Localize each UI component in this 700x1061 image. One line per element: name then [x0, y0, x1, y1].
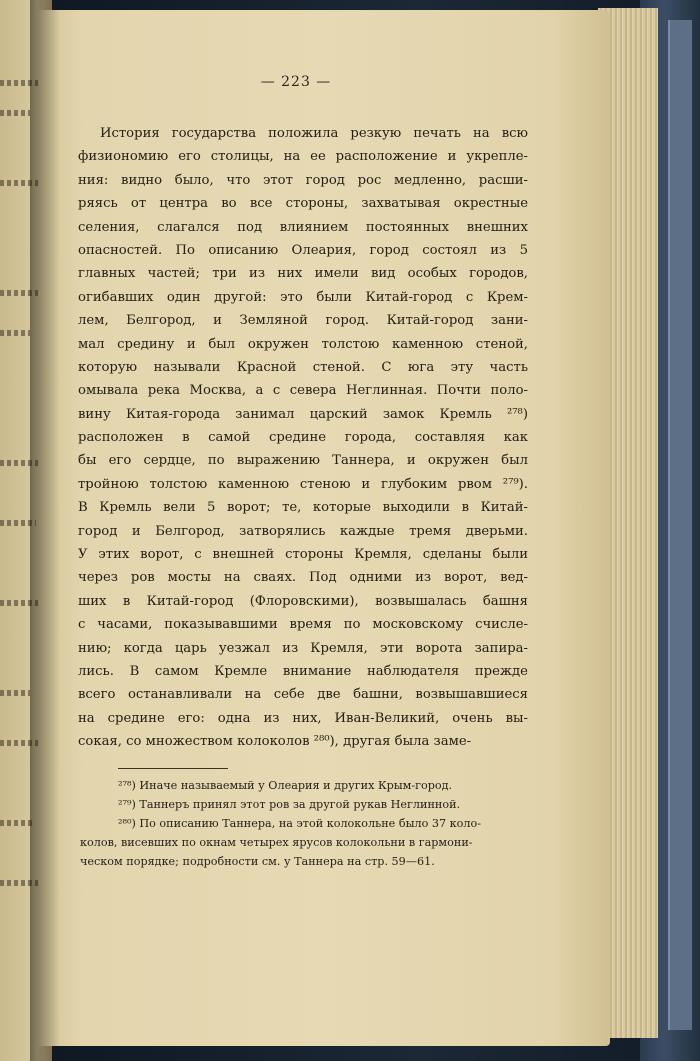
- gutter-shadow: [30, 0, 60, 1061]
- text-line: В Кремль вели 5 ворот; те, которые выходили в Китай-: [78, 500, 528, 516]
- book-page: [38, 10, 610, 1046]
- body-text: [78, 122, 528, 754]
- text-line: лем, Белгород, и Земляной город. Китай-город зани-: [78, 313, 528, 329]
- left-page-text-fragment: [0, 820, 34, 826]
- text-line: лись. В самом Кремле внимание наблюдателя прежде: [78, 663, 528, 679]
- text-line: сокая, со множеством колоколов ²⁸⁰), другая была заме-: [78, 734, 472, 750]
- text-line: на средине его: одна из них, Иван-Великий, очень вы-: [78, 710, 528, 726]
- text-line: История государства положила резкую печать на всю: [100, 126, 528, 141]
- text-line: нию; когда царь уезжал из Кремля, эти ворота запира-: [78, 640, 528, 656]
- footnote-line: ческом порядке; подробности см. у Таннера на стр. 59—61.: [80, 855, 435, 868]
- text-line: физиономию его столицы, на ее расположение и укрепле-: [78, 149, 528, 165]
- footnote-divider: [118, 768, 228, 769]
- text-line: расположен в самой средине города, составляя как: [78, 430, 528, 446]
- text-line: город и Белгород, затворялись каждые тремя дверьми.: [78, 523, 528, 539]
- left-page-text-fragment: [0, 690, 30, 696]
- text-line: которую называли Красной стеной. С юга эту часть: [78, 359, 528, 375]
- text-line: вину Китая-города занимал царский замок Кремль ²⁷⁸): [78, 406, 528, 422]
- text-line: омывала река Москва, а с севера Неглинная. Почти поло-: [78, 383, 528, 399]
- text-line: тройною толстою каменною стеною и глубоким рвом ²⁷⁹).: [78, 476, 528, 492]
- text-line: селения, слагался под влиянием постоянных внешних: [78, 219, 528, 235]
- text-line: ших в Китай-город (Флоровскими), возвышалась башня: [78, 593, 528, 609]
- text-line: главных частей; три из них имели вид особых городов,: [78, 266, 528, 282]
- text-line: ряясь от центра во все стороны, захватывая окрестные: [78, 196, 528, 212]
- text-line: бы его сердце, по выражению Таннера, и окружен был: [78, 453, 528, 469]
- left-page-text-fragment: [0, 110, 30, 116]
- text-line: с часами, показывавшими время по московскому счисле-: [78, 617, 528, 633]
- text-line: всего останавливали на себе две башни, возвышавшиеся: [78, 687, 528, 703]
- footnote-line: ²⁸⁰) По описанию Таннера, на этой колокольне было 37 коло-: [118, 817, 482, 830]
- text-line: огибавших один другой: это были Китай-город с Крем-: [78, 289, 528, 305]
- text-line: ния: видно было, что этот город рос медленно, расши-: [78, 172, 528, 188]
- text-line: через ров мосты на сваях. Под одними из ворот, вед-: [78, 570, 528, 586]
- text-line: мал средину и был окружен толстою каменною стеной,: [78, 336, 528, 352]
- left-page-text-fragment: [0, 330, 30, 336]
- footnote-line: колов, висевших по окнам четырех ярусов колокольни в гармони-: [80, 836, 473, 849]
- footnote-line: ²⁷⁸) Иначе называемый у Олеария и других Крым-город.: [118, 779, 453, 792]
- text-line: опасностей. По описанию Олеария, город состоял из 5: [78, 242, 528, 258]
- book-cover-inner: [668, 20, 692, 1030]
- footnote-line: ²⁷⁹) Таннеръ принял этот ров за другой рукав Неглинной.: [118, 798, 461, 811]
- text-line: У этих ворот, с внешней стороны Кремля, сделаны были: [78, 547, 528, 563]
- page-number: — 223 —: [260, 74, 332, 90]
- footnotes: [80, 776, 528, 871]
